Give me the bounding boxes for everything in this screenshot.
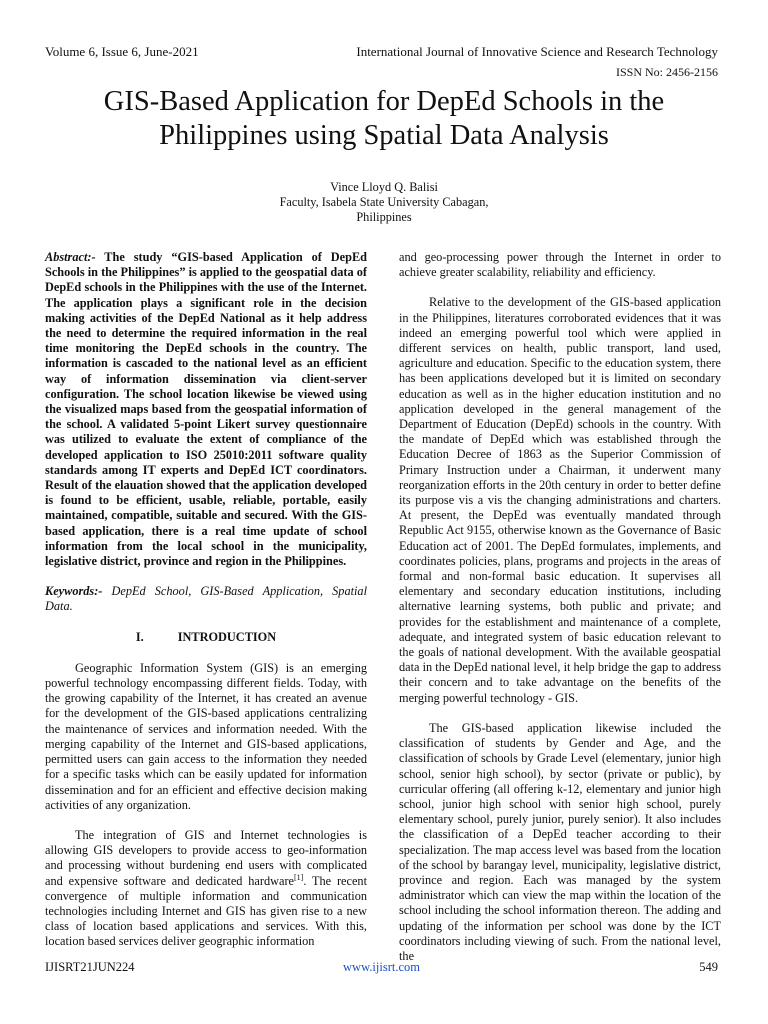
section-heading-introduction bbox=[45, 630, 367, 645]
page-number: 549 bbox=[699, 960, 718, 974]
paper-title: GIS-Based Application for DepEd Schools in the Philippines using Spatial Data Analysis bbox=[103, 86, 665, 151]
journal-website-link[interactable]: www.ijisrt.com bbox=[343, 960, 420, 974]
right-column bbox=[399, 250, 721, 979]
abstract bbox=[45, 250, 367, 569]
author-block bbox=[0, 180, 768, 225]
issn-number: ISSN No: 2456-2156 bbox=[615, 65, 718, 79]
left-column bbox=[45, 250, 367, 965]
section-title: INTRODUCTION bbox=[177, 629, 277, 644]
journal-name: International Journal of Innovative Science and Research Technology bbox=[356, 44, 718, 59]
keywords bbox=[45, 584, 367, 614]
citation-ref: [1] bbox=[294, 872, 304, 882]
right-paragraph-1: Relative to the development of the GIS-based application in the Philippines, literatures corroborated evidences that it was indeed an emerging powerful tool which were applied in different services on health, public transport, land used, agriculture and education. Specific to the education system, there has been applications developed but it is limited on secondary education as well as in the higher education institution and no application developed in the general management of the Department of Education (DepEd) schools in the country. With the mandate of DepEd which was established through the Education Decree of 1863 as the Superior Commission of Primary Instruction under a Chairman, it underwent many reorganization efforts in the 20th century in order to better define its purpose vis a vis the changing administrations and charters. At present, the DepEd was eventually mandated through Republic Act 9155, otherwise known as the Governance of Basic Education act of 2001. The DepEd formulates, implements, and coordinates policies, plans, programs and projects in the areas of formal and non-formal basic education. It supervises all elementary and secondary education institutions, including alternative learning systems, both public and private; and provides for the establishment and maintenance of a complete, adequate, and integrated system of basic education relevant to the goals of national development. With the available geospatial data in the DepEd national level, it help bridge the gap to address their concern and to take advantage on the benefits of the merging powerful technology - GIS. bbox=[399, 295, 721, 705]
abstract-text: The study “GIS-based Application of DepEd Schools in the Philippines” is applied to the geospatial data of DepEd schools in the Philippines with the use of the Internet. The application plays a significant role in the decision making activities of the DepEd National as it help address the need to determine the required information in the real time monitoring the DepEd schools in the country. The information is cascaded to the national level as an efficient way of information dissemination via client-server configuration. The school location likewise be viewed using the visualized maps based from the geospatial information of the school. A validated 5-point Likert survey questionnaire was utilized to evaluate the extent of compliance of the developed application to ISO 25010:2011 software quality standards among IT experts and DepEd ICT coordinators. Result of the elauation showed that the application developed is found to be efficient, usable, reliable, portable, easily maintained, compatible, suitable and secured. With the GIS-based application, there is a real time update of school information from the local school in the municipality, legislative district, province and region in the Philippines. bbox=[45, 250, 368, 569]
intro-paragraph-1: Geographic Information System (GIS) is an emerging powerful technology encompassing different fields. Today, with the growing capability of the Internet, it has created an avenue for the development of the GIS-based applications centralizing the maintenance of services and information needed. With the merging capability of the Internet and GIS-based applications, permitted users can gain access to the information they needed for a specific tasks which can be easily updated for information dissemination and for an efficient and effective decision making activities of any organization. bbox=[45, 660, 367, 812]
keywords-text: DepEd School, GIS-Based Application, Spatial Data. bbox=[45, 584, 367, 614]
author-affiliation: Faculty, Isabela State University Cabagan, bbox=[279, 195, 489, 209]
right-paragraph-2: The GIS-based application likewise included the classification of students by Gender and Age, and the classification of schools by Grade Level (elementary, junior high school, senior high school), by sector (private or public), by curricular offering (all offering k-12, elementary and junior high school, junior high school with senior high school, purely elementary school, purely junior, purely senior). It also includes the classification of a DepEd teacher according to their specialization. The map access level was based from the location of the school by barangay level, municipality, legislative district, province and region. Each was managed by the system administrator which can view the map within the location of the school including the school information thereon. The adding and updating of the information per school was done by the ICT coordinators including viewing of such. From the national level, the bbox=[399, 720, 721, 963]
volume-info: Volume 6, Issue 6, June-2021 bbox=[45, 44, 199, 59]
author-name: Vince Lloyd Q. Balisi bbox=[330, 180, 438, 194]
author-country: Philippines bbox=[356, 210, 412, 224]
intro-paragraph-2 bbox=[45, 828, 367, 950]
intro-paragraph-2-start: The integration of GIS and Internet technologies is allowing GIS developers to provide access to geo-information and processing without burdening end users with complicated and expensive software and dedicated hardware bbox=[45, 827, 367, 888]
paper-code: IJISRT21JUN224 bbox=[45, 960, 135, 974]
keywords-label: Keywords:- bbox=[45, 584, 103, 599]
continued-paragraph: and geo-processing power through the Internet in order to achieve greater scalability, reliability and efficiency. bbox=[399, 250, 721, 280]
abstract-label: Abstract:- bbox=[45, 250, 96, 264]
intro-paragraph-2-end: . The recent convergence of multiple information and communication technologies including Internet and GIS has given rise to a new class of location based applications and services. With this, location based services deliver geographic information bbox=[45, 873, 367, 949]
section-number: I. bbox=[135, 629, 144, 644]
